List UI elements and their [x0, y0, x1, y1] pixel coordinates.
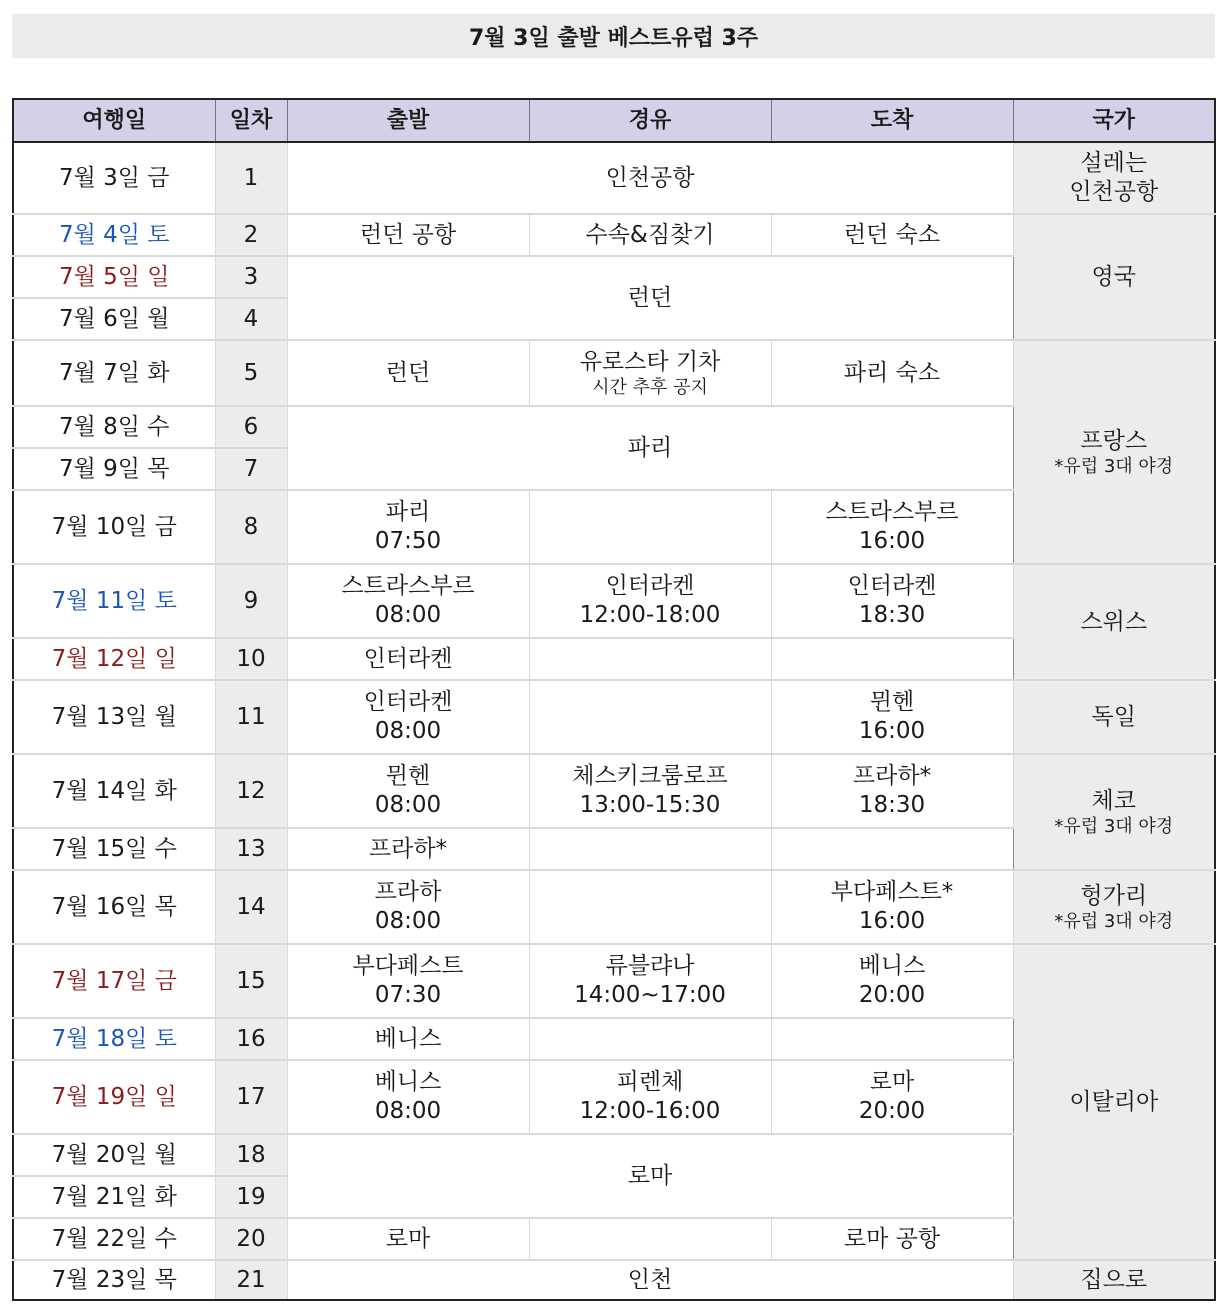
day-cell: 19 — [215, 1176, 287, 1218]
via-time: 13:00-15:30 — [579, 792, 721, 818]
arrive-cell — [771, 870, 1013, 944]
via-place: 류블랴나 — [605, 953, 695, 980]
date-cell: 7월 17일 금 — [13, 944, 215, 1018]
country-name: 설레는 — [1080, 150, 1148, 177]
itinerary-table — [12, 98, 1216, 1301]
via-cell — [529, 944, 771, 1018]
date-cell: 7월 21일 화 — [13, 1176, 215, 1218]
via-cell — [529, 1218, 771, 1260]
arrive-place: 인터라켄 — [847, 573, 937, 600]
country-cell — [1013, 754, 1215, 870]
day-cell: 20 — [215, 1218, 287, 1260]
day-cell: 9 — [215, 564, 287, 638]
depart-time: 07:30 — [374, 982, 442, 1008]
day-cell: 2 — [215, 214, 287, 256]
depart-cell — [287, 680, 529, 754]
date-cell: 7월 10일 금 — [13, 490, 215, 564]
date-cell: 7월 3일 금 — [13, 142, 215, 214]
day-cell: 8 — [215, 490, 287, 564]
arrive-cell: 런던 숙소 — [771, 214, 1013, 256]
day-cell: 3 — [215, 256, 287, 298]
day-cell: 11 — [215, 680, 287, 754]
merged-cell: 로마 — [287, 1134, 1013, 1218]
country-name: 체코 — [1091, 787, 1136, 814]
table-row — [13, 870, 1215, 944]
arrive-place: 부다페스트* — [830, 879, 954, 906]
arrive-place: 베니스 — [858, 953, 926, 980]
via-cell — [529, 1060, 771, 1134]
table-row — [13, 340, 1215, 406]
date-cell: 7월 19일 일 — [13, 1060, 215, 1134]
header-arrive: 도착 — [771, 99, 1013, 142]
arrive-cell — [771, 944, 1013, 1018]
depart-time: 08:00 — [374, 602, 442, 628]
day-cell: 4 — [215, 298, 287, 340]
country-cell: 집으로 — [1013, 1260, 1215, 1300]
header-country: 국가 — [1013, 99, 1215, 142]
header-date: 여행일 — [13, 99, 215, 142]
depart-place: 뮌헨 — [385, 763, 431, 790]
depart-time: 08:00 — [374, 1098, 442, 1124]
date-cell: 7월 14일 화 — [13, 754, 215, 828]
via-cell — [529, 1018, 771, 1060]
arrive-place: 프라하* — [852, 763, 932, 790]
date-cell: 7월 4일 토 — [13, 214, 215, 256]
depart-cell: 프라하* — [287, 828, 529, 870]
depart-cell — [287, 490, 529, 564]
table-row — [13, 754, 1215, 828]
via-cell — [529, 870, 771, 944]
arrive-time: 20:00 — [858, 1098, 926, 1124]
day-cell: 21 — [215, 1260, 287, 1300]
depart-time: 08:00 — [374, 792, 442, 818]
via-cell — [529, 828, 771, 870]
depart-cell — [287, 944, 529, 1018]
country-cell — [1013, 142, 1215, 214]
date-cell: 7월 7일 화 — [13, 340, 215, 406]
via-note: 시간 추후 공지 — [592, 376, 708, 398]
country-name-line2: 인천공항 — [1069, 179, 1159, 205]
date-cell: 7월 12일 일 — [13, 638, 215, 680]
country-name: 헝가리 — [1080, 882, 1148, 909]
arrive-place: 스트라스부르 — [825, 499, 959, 526]
date-cell: 7월 11일 토 — [13, 564, 215, 638]
table-row — [13, 680, 1215, 754]
arrive-cell — [771, 490, 1013, 564]
via-cell — [529, 490, 771, 564]
day-cell: 6 — [215, 406, 287, 448]
merged-cell: 런던 — [287, 256, 1013, 340]
depart-place: 프라하 — [374, 879, 442, 906]
via-cell — [529, 680, 771, 754]
via-time: 12:00-18:00 — [579, 602, 721, 628]
via-time: 12:00-16:00 — [579, 1098, 721, 1124]
country-cell: 이탈리아 — [1013, 944, 1215, 1260]
depart-time: 07:50 — [374, 528, 442, 554]
country-note: *유럽 3대 야경 — [1054, 815, 1174, 837]
day-cell: 7 — [215, 448, 287, 490]
arrive-time: 18:30 — [858, 792, 926, 818]
depart-place: 베니스 — [374, 1069, 442, 1096]
date-cell: 7월 5일 일 — [13, 256, 215, 298]
via-time: 14:00~17:00 — [574, 982, 726, 1008]
date-cell: 7월 15일 수 — [13, 828, 215, 870]
country-name: 프랑스 — [1080, 427, 1148, 454]
date-cell: 7월 8일 수 — [13, 406, 215, 448]
date-cell: 7월 13일 월 — [13, 680, 215, 754]
depart-cell: 런던 — [287, 340, 529, 406]
depart-cell: 인터라켄 — [287, 638, 529, 680]
via-cell — [529, 564, 771, 638]
arrive-time: 16:00 — [858, 718, 926, 744]
day-cell: 16 — [215, 1018, 287, 1060]
date-cell: 7월 16일 목 — [13, 870, 215, 944]
table-row — [13, 564, 1215, 638]
date-cell: 7월 20일 월 — [13, 1134, 215, 1176]
via-cell — [529, 638, 771, 680]
arrive-cell — [771, 1060, 1013, 1134]
date-cell: 7월 23일 목 — [13, 1260, 215, 1300]
arrive-place: 뮌헨 — [869, 689, 915, 716]
depart-cell — [287, 754, 529, 828]
depart-place: 스트라스부르 — [341, 573, 475, 600]
table-row — [13, 944, 1215, 1018]
depart-place: 인터라켄 — [363, 689, 453, 716]
day-cell: 15 — [215, 944, 287, 1018]
arrive-time: 16:00 — [858, 528, 926, 554]
merged-cell: 인천공항 — [287, 142, 1013, 214]
via-cell: 수속&짐찾기 — [529, 214, 771, 256]
country-cell — [1013, 340, 1215, 564]
depart-cell: 런던 공항 — [287, 214, 529, 256]
day-cell: 13 — [215, 828, 287, 870]
arrive-cell — [771, 638, 1013, 680]
day-cell: 10 — [215, 638, 287, 680]
day-cell: 5 — [215, 340, 287, 406]
day-cell: 14 — [215, 870, 287, 944]
depart-cell — [287, 1060, 529, 1134]
arrive-cell: 로마 공항 — [771, 1218, 1013, 1260]
country-cell: 스위스 — [1013, 564, 1215, 680]
country-note: *유럽 3대 야경 — [1054, 910, 1174, 932]
depart-cell — [287, 870, 529, 944]
arrive-time: 20:00 — [858, 982, 926, 1008]
arrive-cell: 파리 숙소 — [771, 340, 1013, 406]
via-place: 피렌체 — [616, 1069, 684, 1096]
day-cell: 18 — [215, 1134, 287, 1176]
depart-cell — [287, 564, 529, 638]
header-day: 일차 — [215, 99, 287, 142]
arrive-cell — [771, 754, 1013, 828]
header-depart: 출발 — [287, 99, 529, 142]
header-via: 경유 — [529, 99, 771, 142]
country-note: *유럽 3대 야경 — [1054, 455, 1174, 477]
day-cell: 1 — [215, 142, 287, 214]
header-row — [13, 99, 1215, 142]
arrive-cell — [771, 680, 1013, 754]
country-cell: 영국 — [1013, 214, 1215, 340]
arrive-cell — [771, 1018, 1013, 1060]
day-cell: 17 — [215, 1060, 287, 1134]
table-row — [13, 1260, 1215, 1300]
depart-cell: 로마 — [287, 1218, 529, 1260]
via-cell — [529, 340, 771, 406]
date-cell: 7월 18일 토 — [13, 1018, 215, 1060]
merged-cell: 파리 — [287, 406, 1013, 490]
date-cell: 7월 6일 월 — [13, 298, 215, 340]
arrive-time: 16:00 — [858, 908, 926, 934]
day-cell: 12 — [215, 754, 287, 828]
arrive-place: 로마 — [869, 1069, 915, 1096]
date-cell: 7월 22일 수 — [13, 1218, 215, 1260]
depart-place: 파리 — [385, 499, 431, 526]
country-cell: 독일 — [1013, 680, 1215, 754]
depart-cell: 베니스 — [287, 1018, 529, 1060]
page-title: 7월 3일 출발 베스트유럽 3주 — [12, 14, 1215, 58]
depart-time: 08:00 — [374, 908, 442, 934]
arrive-cell — [771, 828, 1013, 870]
via-cell — [529, 754, 771, 828]
via-place: 인터라켄 — [605, 573, 695, 600]
depart-place: 부다페스트 — [352, 953, 464, 980]
depart-time: 08:00 — [374, 718, 442, 744]
merged-cell: 인천 — [287, 1260, 1013, 1300]
table-row — [13, 214, 1215, 256]
via-place: 체스키크룸로프 — [572, 763, 728, 790]
table-row — [13, 142, 1215, 214]
arrive-cell — [771, 564, 1013, 638]
arrive-time: 18:30 — [858, 602, 926, 628]
via-name: 유로스타 기차 — [579, 348, 721, 375]
country-cell — [1013, 870, 1215, 944]
date-cell: 7월 9일 목 — [13, 448, 215, 490]
